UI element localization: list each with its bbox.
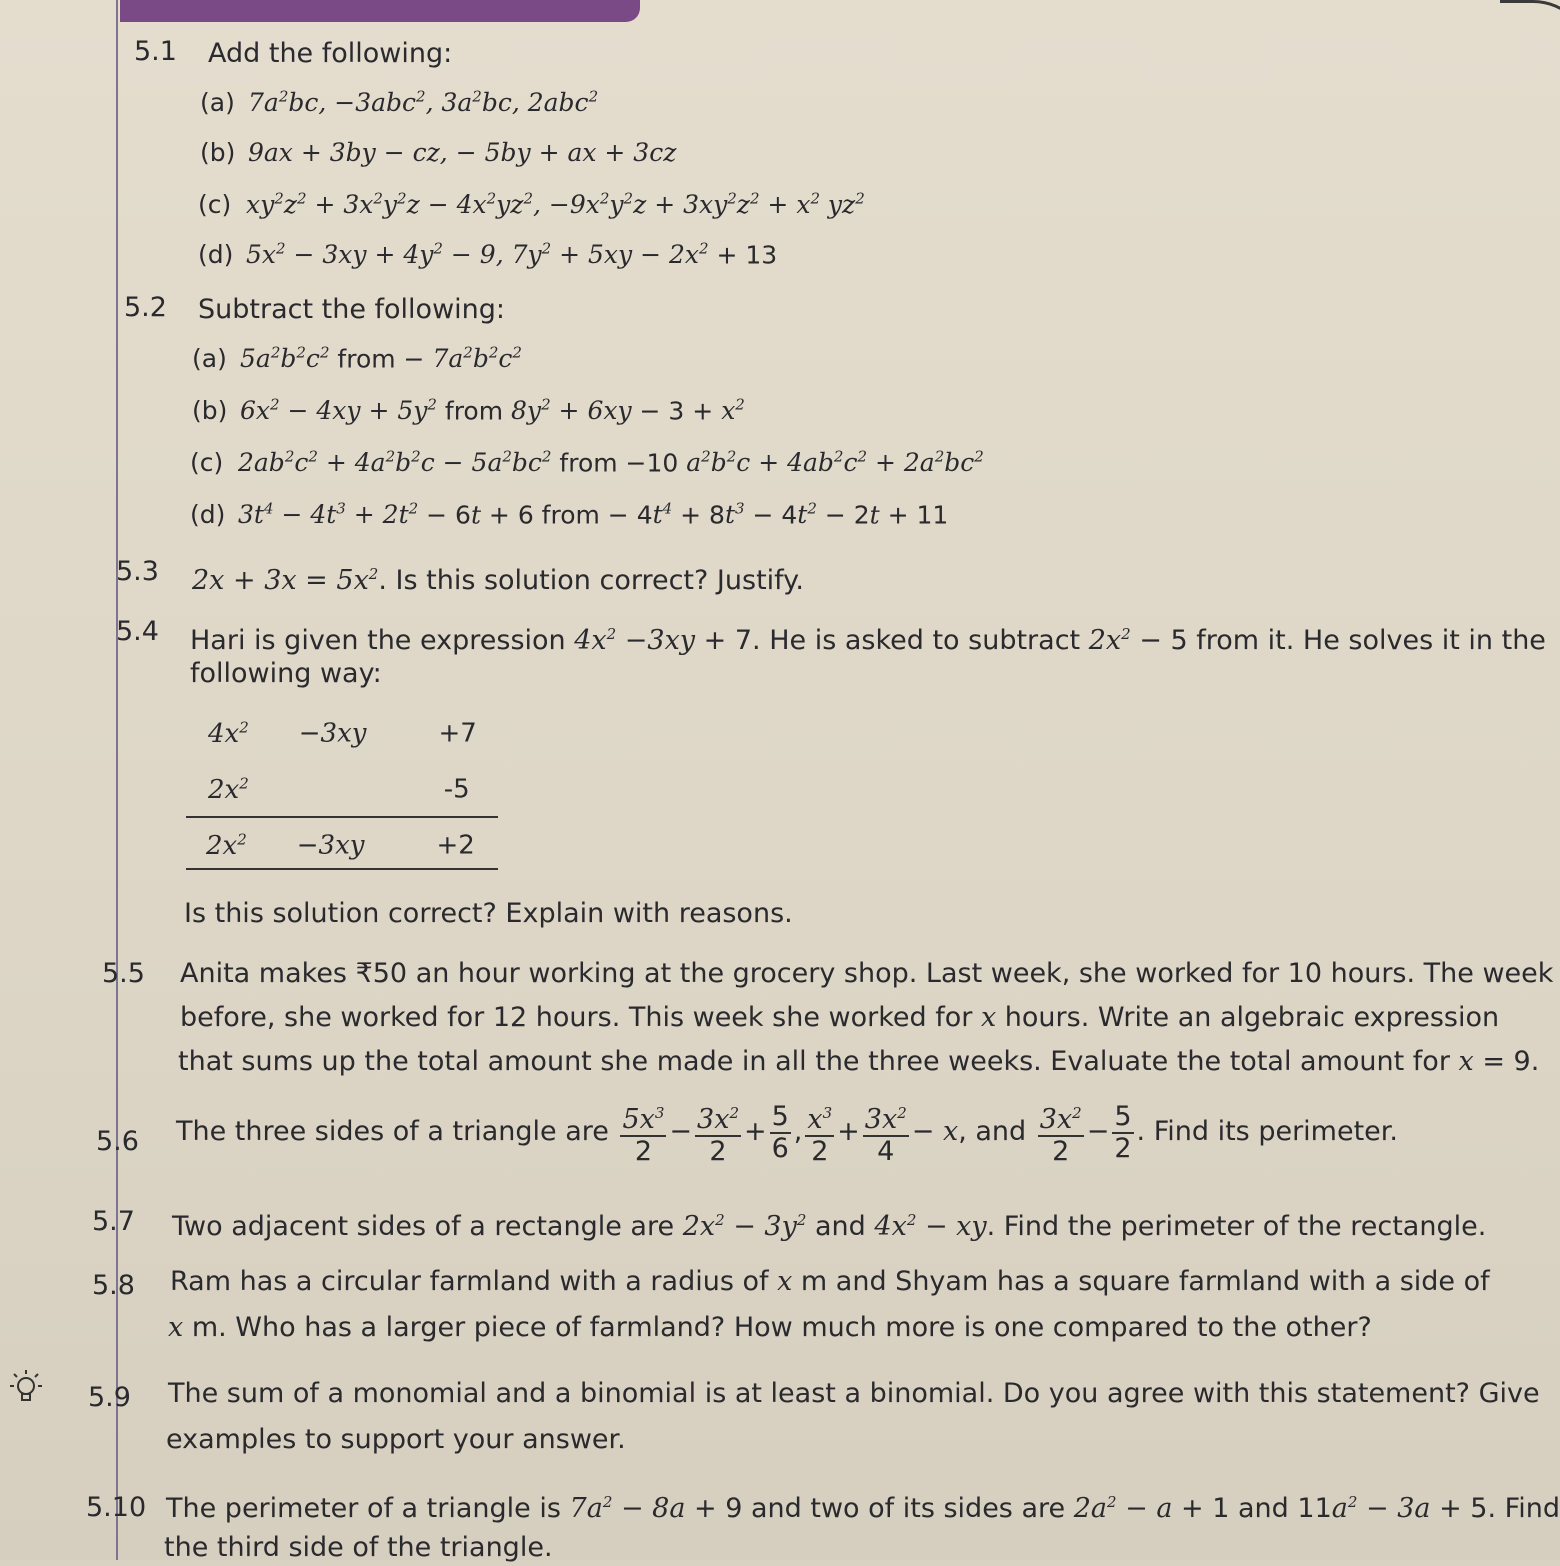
q51-d: (d) $5x^2 - 3xy + 4y^2 - 9$, $7y^2 + 5xy - 2x^2 + 13$ [198, 240, 778, 270]
q55-line2: before, she worked for 12 hours. This week she worked for x hours. Write an algebraic expression [180, 1002, 1500, 1033]
q51-b: (b) 9ax + 3by − cz, − 5by + ax + 3cz [200, 138, 677, 167]
q510-end: . Find [1487, 1493, 1560, 1524]
q510-number: 5.10 [86, 1492, 147, 1523]
q56-and: , and [958, 1116, 1027, 1147]
q53-number: 5.3 [116, 556, 159, 587]
q52-title: Subtract the following: [198, 294, 506, 325]
q57-end: . Find the perimeter of the rectangle. [986, 1211, 1487, 1242]
q55-number: 5.5 [102, 958, 145, 989]
q54-text-a: Hari is given the expression [190, 625, 566, 656]
q57-and: and [815, 1211, 866, 1242]
work-row2: $2x^2$ -5 [208, 774, 470, 805]
q59-number: 5.9 [88, 1382, 131, 1413]
q52-b: (b) $6x^2 - 4xy + 5y^2$ from $8y^2 + 6xy - 3 + x^2$ [192, 396, 745, 426]
work-rule-1 [186, 816, 498, 818]
q53-question: . Is this solution correct? Justify. [378, 565, 804, 596]
q51-c: (c) $xy^2z^2 + 3x^2y^2z - 4x^2yz^2$, $-9x^2y^2z + 3xy^2z^2 + x^2$ $yz^2$ [198, 190, 865, 220]
q58-line1: Ram has a circular farmland with a radius of x m and Shyam has a square farmland with a side of [170, 1266, 1490, 1297]
q58-line2: x m. Who has a larger piece of farmland? How much more is one compared to the other? [168, 1312, 1372, 1343]
q56-intro: The three sides of a triangle are [176, 1116, 609, 1147]
q51-number: 5.1 [134, 36, 177, 67]
q51-title: Add the following: [208, 38, 453, 69]
q54-text-b: . He is asked to subtract [752, 625, 1081, 656]
q52-c: (c) $2ab^2c^2 + 4a^2b^2c - 5a^2bc^2$ from −10 $a^2b^2c + 4ab^2c^2 + 2a^2bc^2$ [190, 448, 984, 478]
q52-a: (a) $5a^2b^2c^2$ from − $7a^2b^2c^2$ [192, 344, 522, 374]
q510-line2: the third side of the triangle. [164, 1532, 553, 1563]
q57-intro: Two adjacent sides of a rectangle are [172, 1211, 675, 1242]
header-tab [120, 0, 640, 22]
q510-line1: The perimeter of a triangle is $7a^2 - 8a + 9$ and two of its sides are $2a^2 - a + 1$ and $11a^2 - 3a + 5$. Find [166, 1493, 1560, 1524]
q53-text: $2x + 3x = 5x^2$. Is this solution correct? Justify. [192, 565, 804, 596]
q54-number: 5.4 [116, 616, 159, 647]
q54-text-c: from it. He solves it in the [1196, 625, 1546, 656]
margin-line [116, 0, 118, 1560]
q58-line1-b: m and Shyam has a square farmland with a side of [800, 1266, 1490, 1297]
q58-line1-a: Ram has a circular farmland with a radius of [170, 1266, 769, 1297]
q55-line2-a: before, she worked for 12 hours. This week she worked for [180, 1002, 973, 1033]
q51-a: (a) $7a^2bc$, −3abc$^2$, $3a^2bc$, 2abc$^2$ [200, 88, 599, 118]
q59-line2: examples to support your answer. [166, 1424, 626, 1455]
q55-line2-b: hours. Write an algebraic expression [1004, 1002, 1500, 1033]
work-row1: $4x^2 -3xy +7$ [208, 718, 477, 749]
q510-and: and [1238, 1493, 1289, 1524]
work-rule-2 [186, 868, 498, 870]
q56-end: . Find its perimeter. [1136, 1116, 1399, 1147]
q57-number: 5.7 [92, 1206, 135, 1237]
work-row3: $2x^2 -3xy +2$ [206, 830, 475, 861]
q55-line3: that sums up the total amount she made in all the three weeks. Evaluate the total amount for x = 9. [178, 1046, 1540, 1077]
q56-text: The three sides of a triangle are $\frac{5x^3}{2}$ − $\frac{3x^2}{2}$ + $\frac{5}{6}$ , $\frac{x^3}{2}$ + $\frac{3x^2}{4}$ − x, and $\frac{3x^2}{2}$ − $\frac{5}{2}$ . Find its perimeter. [176, 1098, 1398, 1167]
q52-d: (d) $3t^4 - 4t^3 + 2t^2 - 6t + 6$ from − $4t^4 + 8t^3 - 4t^2 - 2t + 11$ [190, 500, 949, 530]
lightbulb-icon [6, 1368, 46, 1408]
q510-intro: The perimeter of a triangle is [166, 1493, 561, 1524]
q58-line2-a: m. Who has a larger piece of farmland? How much more is one compared to the other? [191, 1312, 1372, 1343]
q54-explain: Is this solution correct? Explain with reasons. [184, 898, 793, 929]
q55-line1: Anita makes ₹50 an hour working at the grocery shop. Last week, she worked for 10 hours. The week [180, 958, 1554, 989]
q52-number: 5.2 [124, 292, 167, 323]
page-corner [1500, 0, 1560, 83]
q59-line1: The sum of a monomial and a binomial is at least a binomial. Do you agree with this statement? Give [168, 1378, 1540, 1409]
q56-number: 5.6 [96, 1126, 139, 1157]
q510-mid: and two of its sides are [751, 1493, 1066, 1524]
q54-line2: following way: [190, 658, 382, 689]
q58-number: 5.8 [92, 1270, 135, 1301]
q57-text: Two adjacent sides of a rectangle are $2x^2 - 3y^2$ and $4x^2$ − xy. Find the perimeter of the rectangle. [172, 1211, 1487, 1242]
q55-line3-a: that sums up the total amount she made in all the three weeks. Evaluate the total amount for [178, 1046, 1450, 1077]
q54-line1: Hari is given the expression $4x^2 -3xy + 7$. He is asked to subtract $2x^2 - 5$ from it. He solves it in the [190, 625, 1546, 656]
